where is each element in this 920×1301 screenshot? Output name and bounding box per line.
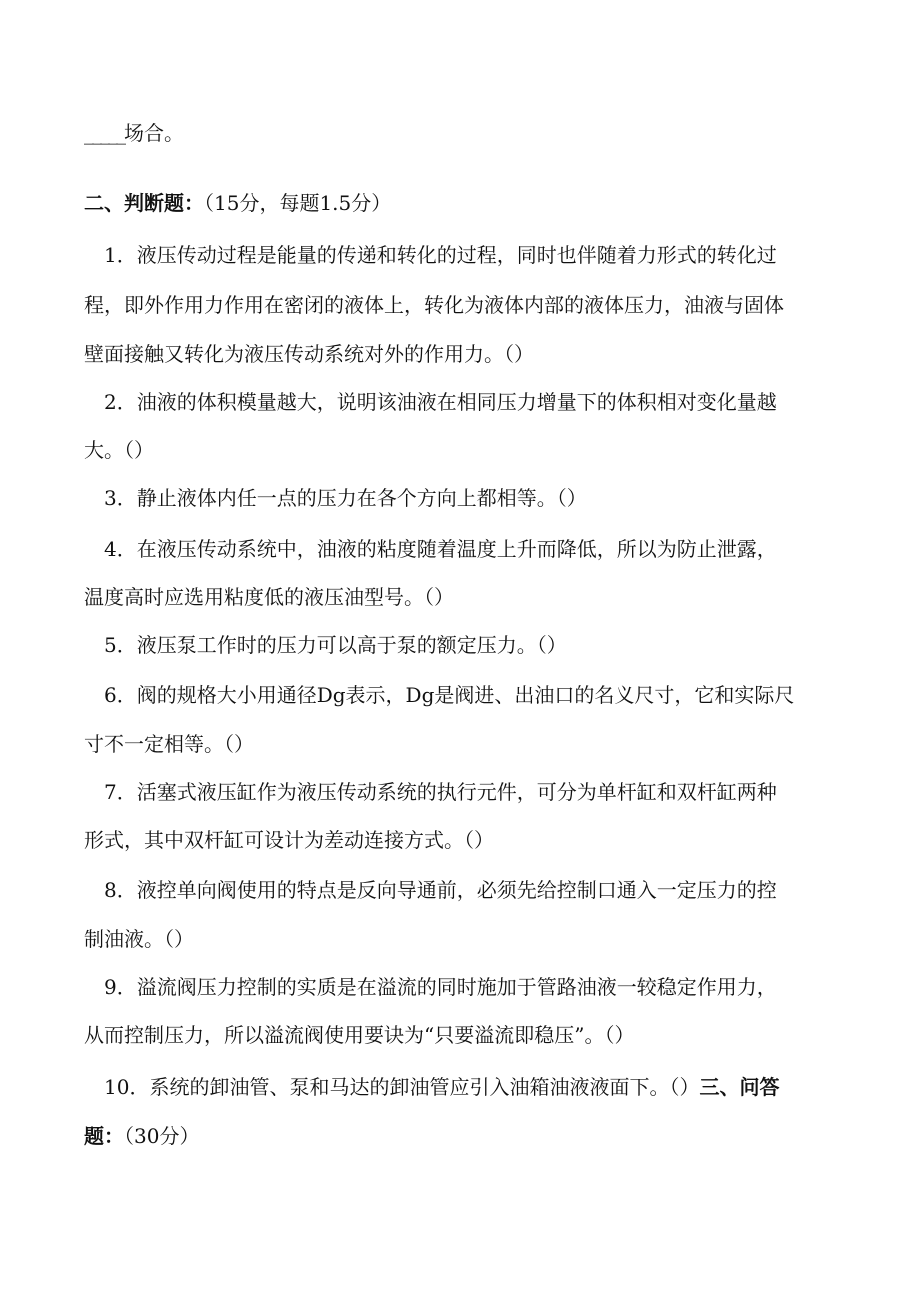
question-1-line-2: 程，即外作用力作用在密闭的液体上，转化为液体内部的液体压力，油液与固体 [84, 293, 784, 317]
question-10-line [104, 1074, 864, 1100]
question-7-line-1: 7．活塞式液压缸作为液压传动系统的执行元件，可分为单杆缸和双杆缸两种 [104, 780, 777, 804]
question-4-line-1: 4．在液压传动系统中，油液的粘度随着温度上升而降低，所以为防止泄露， [104, 537, 777, 561]
question-7-line-2: 形式，其中双杆缸可设计为差动连接方式。（） [84, 828, 494, 852]
answer-blank: _____ [84, 121, 124, 145]
section-2-score: （15分，每题1.5分） [204, 191, 392, 215]
section-3-heading [84, 1123, 844, 1149]
question-1-line-1: 1．液压传动过程是能量的传递和转化的过程，同时也伴随着力形式的转化过 [104, 243, 777, 267]
section-2-heading [84, 190, 844, 216]
question-2-line-2: 大。（） [84, 438, 154, 462]
section-2-title: 二、判断题： [84, 191, 204, 215]
fill-blank-fragment [84, 120, 844, 146]
section-3-heading-start: 三、问答 [699, 1075, 780, 1099]
question-5: 5．液压泵工作时的压力可以高于泵的额定压力。（） [104, 633, 567, 657]
question-9-line-2: 从而控制压力，所以溢流阀使用要诀为“只要溢流即稳压”。（） [84, 1023, 635, 1047]
question-10-text: 10．系统的卸油管、泵和马达的卸油管应引入油箱油液液面下。（） [104, 1075, 700, 1099]
question-8-line-1: 8．液控单向阀使用的特点是反向导通前，必须先给控制口通入一定压力的控 [104, 878, 777, 902]
question-1-line-3: 壁面接触又转化为液压传动系统对外的作用力。（） [84, 342, 534, 366]
question-3: 3．静止液体内任一点的压力在各个方向上都相等。（） [104, 486, 587, 510]
question-6-line-2: 寸不一定相等。（） [84, 732, 254, 756]
question-6-line-1: 6．阀的规格大小用通径Dg表示，Dg是阀进、出油口的名义尺寸，它和实际尺 [104, 683, 795, 707]
section-3-title: 题： [84, 1124, 124, 1148]
question-4-line-2: 温度高时应选用粘度低的液压油型号。（） [84, 585, 454, 609]
question-9-line-1: 9．溢流阀压力控制的实质是在溢流的同时施加于管路油液一较稳定作用力， [104, 975, 777, 999]
question-8-line-2: 制油液。（） [84, 927, 194, 951]
section-3-score: （30分） [124, 1124, 200, 1148]
fragment-text: 场合。 [124, 121, 184, 145]
question-2-line-1: 2．油液的体积模量越大，说明该油液在相同压力增量下的体积相对变化量越 [104, 390, 777, 414]
